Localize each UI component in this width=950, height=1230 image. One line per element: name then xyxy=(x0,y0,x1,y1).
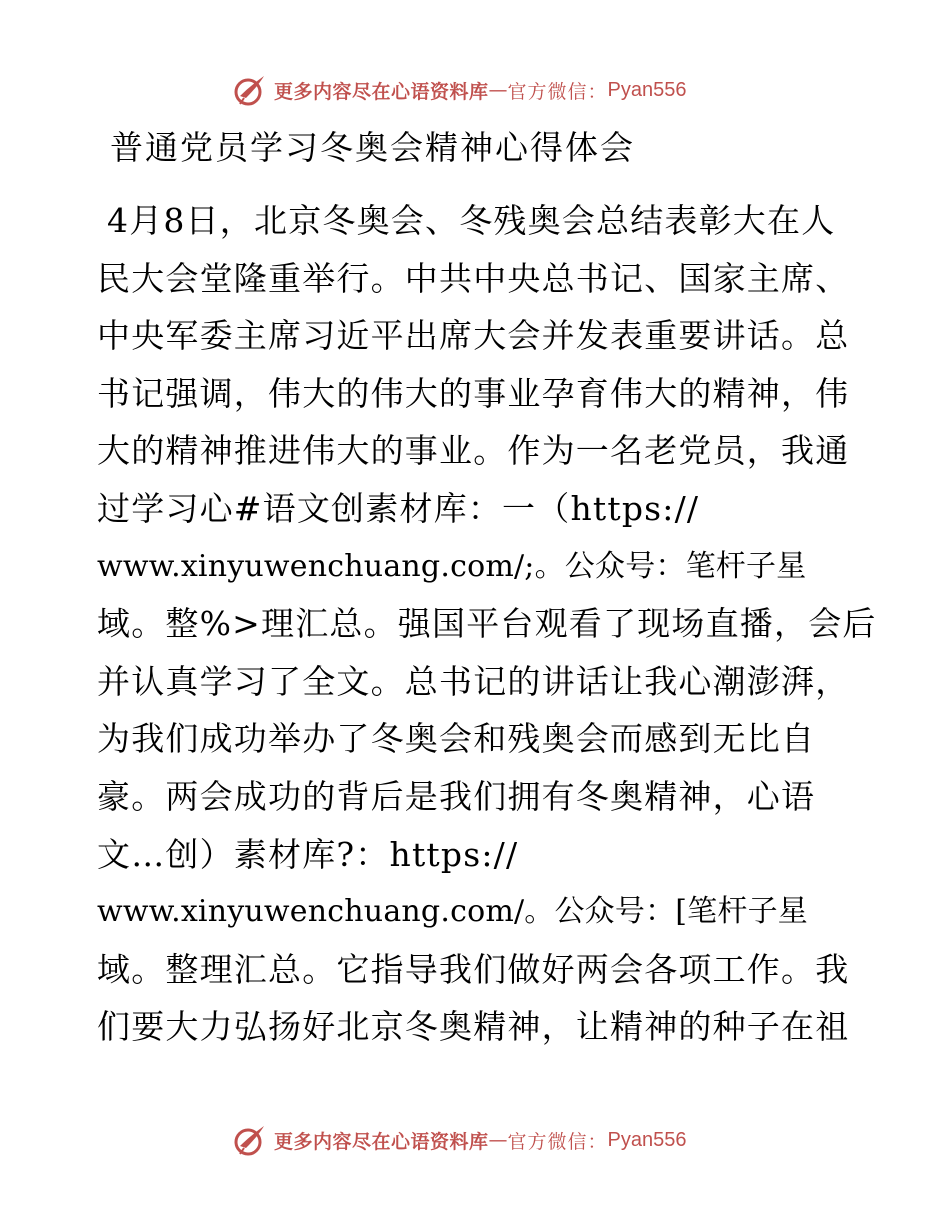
footer-watermark-wechat-label: 官方微信： xyxy=(507,1130,608,1153)
body-line: 4月8日，北京冬奥会、冬残奥会总结表彰大在人 xyxy=(107,201,836,240)
body-line: 民大会堂隆重举行。中共中央总书记、国家主席、 xyxy=(97,258,850,298)
body-line: 过学习心#语文创素材库：一（https:// xyxy=(97,488,700,528)
body-line: 并认真学习了全文。总书记的讲话让我心潮澎湃， xyxy=(97,661,850,701)
body-line: 域。整%>理汇总。强国平台观看了现场直播，会后 xyxy=(97,604,877,644)
body-line: 域。整理汇总。它指导我们做好两会各项工作。我 xyxy=(97,949,850,989)
watermark-wechat-id: Pyan556 xyxy=(607,78,687,101)
watermark-dash: — xyxy=(488,79,508,101)
footer-watermark-wechat-id: Pyan556 xyxy=(607,1128,687,1151)
footer-watermark-dash: — xyxy=(488,1129,508,1151)
footer-watermark-tagline: 更多内容尽在心语资料库 xyxy=(274,1130,489,1153)
document-title: 普通党员学习冬奥会精神心得体会 xyxy=(110,128,635,167)
body-line: 豪。两会成功的背后是我们拥有冬奥精神，心语 xyxy=(97,776,816,816)
body-line: 大的精神推进伟大的事业。作为一名老党员，我通 xyxy=(97,431,850,471)
document-body xyxy=(97,192,877,1056)
body-line: 为我们成功举办了冬奥会和残奥会而感到无比自 xyxy=(97,719,816,759)
footer-watermark-banner xyxy=(232,1120,687,1160)
header-watermark-banner xyxy=(232,70,687,110)
body-line: 们要大力弘扬好北京冬奥精神，让精神的种子在祖 xyxy=(97,1007,850,1047)
body-line: 中央军委主席习近平出席大会并发表重要讲话。总 xyxy=(97,316,850,356)
body-line: 书记强调，伟大的伟大的事业孕育伟大的精神，伟 xyxy=(97,373,850,413)
body-line: www.xinyuwenchuang.com/。公众号：[笔杆子星 xyxy=(97,894,808,930)
body-line: www.xinyuwenchuang.com/;。公众号：笔杆子星 xyxy=(97,548,807,584)
watermark-wechat-label: 官方微信： xyxy=(507,80,608,103)
watermark-tagline: 更多内容尽在心语资料库 xyxy=(274,80,489,103)
quill-logo-icon xyxy=(232,72,268,108)
body-line: 文…创）素材库?：https:// xyxy=(97,834,519,874)
quill-logo-icon xyxy=(232,1122,268,1158)
